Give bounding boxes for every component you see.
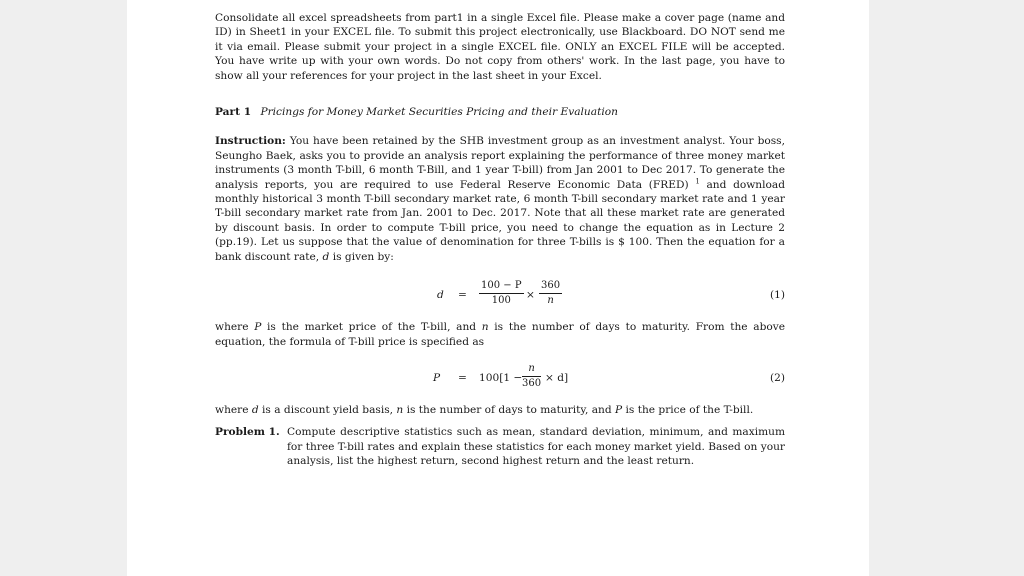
eq1-lhs: d [437, 289, 444, 302]
eq1-numerator-2: 360 [539, 280, 562, 294]
eq2-denominator: 360 [522, 377, 542, 389]
equation-2 [215, 359, 785, 399]
part-number: Part 1 [215, 106, 252, 119]
eq2-number: (2) [769, 371, 785, 384]
var-n2: n [396, 403, 404, 416]
eq1-equals: = [458, 289, 467, 302]
document-page [127, 0, 869, 576]
var-p: P [254, 321, 262, 334]
after-eq2-text-4: is the price of the T-bill. [625, 403, 754, 416]
after-eq2-text-3: is the number of days to maturity, and [406, 403, 612, 416]
var-p2: P [615, 403, 623, 416]
after-eq1-text-3: is the number of days to maturity. From the above equation, the formula of T-bill price is specified as [215, 321, 785, 348]
instruction-text-c: is given by: [332, 250, 394, 263]
intro-paragraph: Consolidate all excel spreadsheets from part1 in a single Excel file. Please make a cover page (name and ID) in Sheet1 in your EXCEL file. To submit this project electronically, use Blackboard. DO NOT send me it via email. Please submit your project in a single EXCEL file. ONLY an EXCEL FILE will be accepted. You have write up with your own words. Do not copy from others' work. In the last page, you have to show all your references for your project in the last sheet in your Excel. [215, 12, 785, 82]
after-eq1-text-1: where [215, 321, 249, 334]
eq1-times: × [526, 289, 535, 302]
instruction-text-b: and download monthly historical 3 month T-bill secondary market rate, 6 month T-bill secondary market rate and 1 year T-bill secondary market rate from Jan. 2001 to Dec. 2017. Note that all these market rate are generated by discount basis. In order to compute T-bill price, you need to change the equation as in Lecture 2 (pp.19). Let us suppose that the value of denomination for three T-bills is $ 100. Then the equation for a bank discount rate, [215, 178, 785, 263]
eq1-fraction-1 [479, 280, 524, 307]
var-d2: d [251, 403, 259, 416]
eq1-numerator-1: 100 − P [479, 280, 524, 294]
instruction-label: Instruction: [215, 135, 286, 148]
problem-1-label: Problem 1. [215, 426, 280, 439]
after-eq1-paragraph [215, 320, 785, 349]
after-eq1-text-2: is the market price of the T-bill, and [267, 321, 477, 334]
problem-1-text: Compute descriptive statistics such as mean, standard deviation, minimum, and maximum for three T-bill rates and explain these statistics for each money market yield. Based on your analysis, list the highest return, second highest return and the least return. [287, 426, 785, 468]
after-eq2-text-1: where [215, 403, 249, 416]
eq1-number: (1) [769, 289, 785, 302]
part-title: Pricings for Money Market Securities Pricing and their Evaluation [260, 106, 618, 119]
document-content [215, 8, 785, 469]
instruction-text-a: You have been retained by the SHB investment group as an investment analyst. Your boss, Seungho Baek, asks you to provide an analysis report explaining the performance of three money market instruments (3 month T-bill, 6 month T-Bill, and 1 year T-bill) from Jan 2001 to Dec 2017. To generate the analysis reports, you are required to use Federal Reserve Economic Data (FRED) [215, 135, 785, 191]
eq2-lhs: P [433, 371, 441, 384]
after-eq2-text-2: is a discount yield basis, [262, 403, 394, 416]
var-n: n [481, 321, 489, 334]
eq1-denominator-1: 100 [491, 295, 511, 307]
eq2-fraction [522, 363, 541, 390]
eq2-equals: = [458, 371, 467, 384]
eq2-numerator: n [522, 363, 541, 377]
eq2-suffix: × d] [545, 371, 569, 384]
eq2-prefix: 100[1 − [479, 371, 523, 384]
after-eq2-paragraph [215, 403, 785, 417]
part-heading [215, 105, 785, 119]
eq1-fraction-2 [539, 280, 562, 307]
eq1-denominator-2: n [547, 295, 554, 307]
equation-1 [215, 276, 785, 316]
footnote-marker: 1 [695, 177, 700, 186]
instruction-paragraph [215, 134, 785, 264]
problem-1 [215, 425, 785, 468]
var-d: d [322, 250, 330, 263]
